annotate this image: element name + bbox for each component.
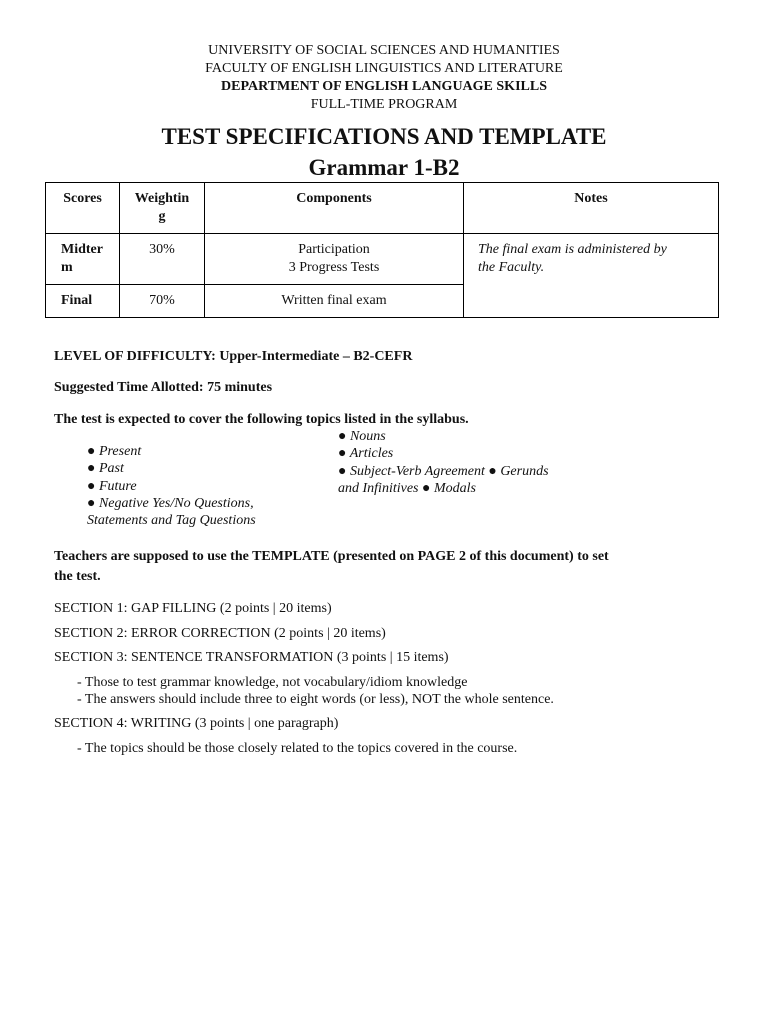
spec-table [45,182,719,318]
note-line-2: the Faculty. [478,260,545,275]
header-notes-label: Notes [574,191,608,206]
difficulty-level: LEVEL OF DIFFICULTY: Upper-Intermediate – B2-CEFR [54,349,413,364]
list-item: ● Subject-Verb Agreement ● Gerunds [338,464,549,479]
faculty-name: FACULTY OF ENGLISH LINGUISTICS AND LITERATURE [205,61,563,76]
university-name: UNIVERSITY OF SOCIAL SCIENCES AND HUMANITIES [208,43,560,58]
header-weighting [120,183,205,234]
program-name: FULL-TIME PROGRAM [310,97,458,112]
component-final: Written final exam [205,285,464,318]
topics-intro: The test is expected to cover the following topics listed in the syllabus. [54,412,469,427]
score-midterm-label: Midter [61,242,103,257]
list-item: ● Articles [338,446,394,461]
section-3-note-2: - The answers should include three to eight words (or less), NOT the whole sentence. [77,692,554,707]
teachers-instruction: Teachers are supposed to use the TEMPLATE (presented on PAGE 2 of this document) to set [54,549,609,564]
list-item: ● Nouns [338,429,386,444]
section-1: SECTION 1: GAP FILLING (2 points | 20 items) [54,601,332,616]
header-notes [464,183,719,234]
section-2: SECTION 2: ERROR CORRECTION (2 points | 20 items) [54,626,386,641]
weight-final: 70% [120,285,205,318]
list-item: Statements and Tag Questions [87,513,256,528]
header-scores-label: Scores [63,191,102,206]
page-subtitle: Grammar 1-B2 [308,155,460,180]
section-4-note-1: - The topics should be those closely related to the topics covered in the course. [77,741,518,756]
page-title: TEST SPECIFICATIONS AND TEMPLATE [161,124,607,149]
list-item: and Infinitives ● Modals [338,481,476,496]
header-weighting-label-wrap: g [158,209,166,224]
component-progress-tests: 3 Progress Tests [288,260,380,275]
section-3-note-1: - Those to test grammar knowledge, not vocabulary/idiom knowledge [77,675,468,690]
section-3: SECTION 3: SENTENCE TRANSFORMATION (3 points | 15 items) [54,650,449,665]
table-header-row [46,183,719,234]
header-components [205,183,464,234]
score-final: Final [46,285,120,318]
list-item: ● Negative Yes/No Questions, [87,496,254,511]
teachers-instruction-cont: the test. [54,569,101,584]
header-scores [46,183,120,234]
header-weighting-label: Weightin [134,191,190,206]
score-midterm-label-wrap: m [61,260,73,275]
weight-midterm: 30% [120,234,205,285]
header-components-label: Components [296,191,372,206]
component-midterm [205,234,464,285]
suggested-time: Suggested Time Allotted: 75 minutes [54,380,273,395]
list-item: ● Future [87,479,137,494]
department-name: DEPARTMENT OF ENGLISH LANGUAGE SKILLS [221,79,547,94]
table-row [46,234,719,285]
notes-cell [464,234,719,318]
list-item: ● Past [87,461,124,476]
list-item: ● Present [87,444,142,459]
score-midterm [46,234,120,285]
component-participation: Participation [298,242,370,257]
section-4: SECTION 4: WRITING (3 points | one paragraph) [54,716,339,731]
note-line-1: The final exam is administered by [478,242,667,257]
